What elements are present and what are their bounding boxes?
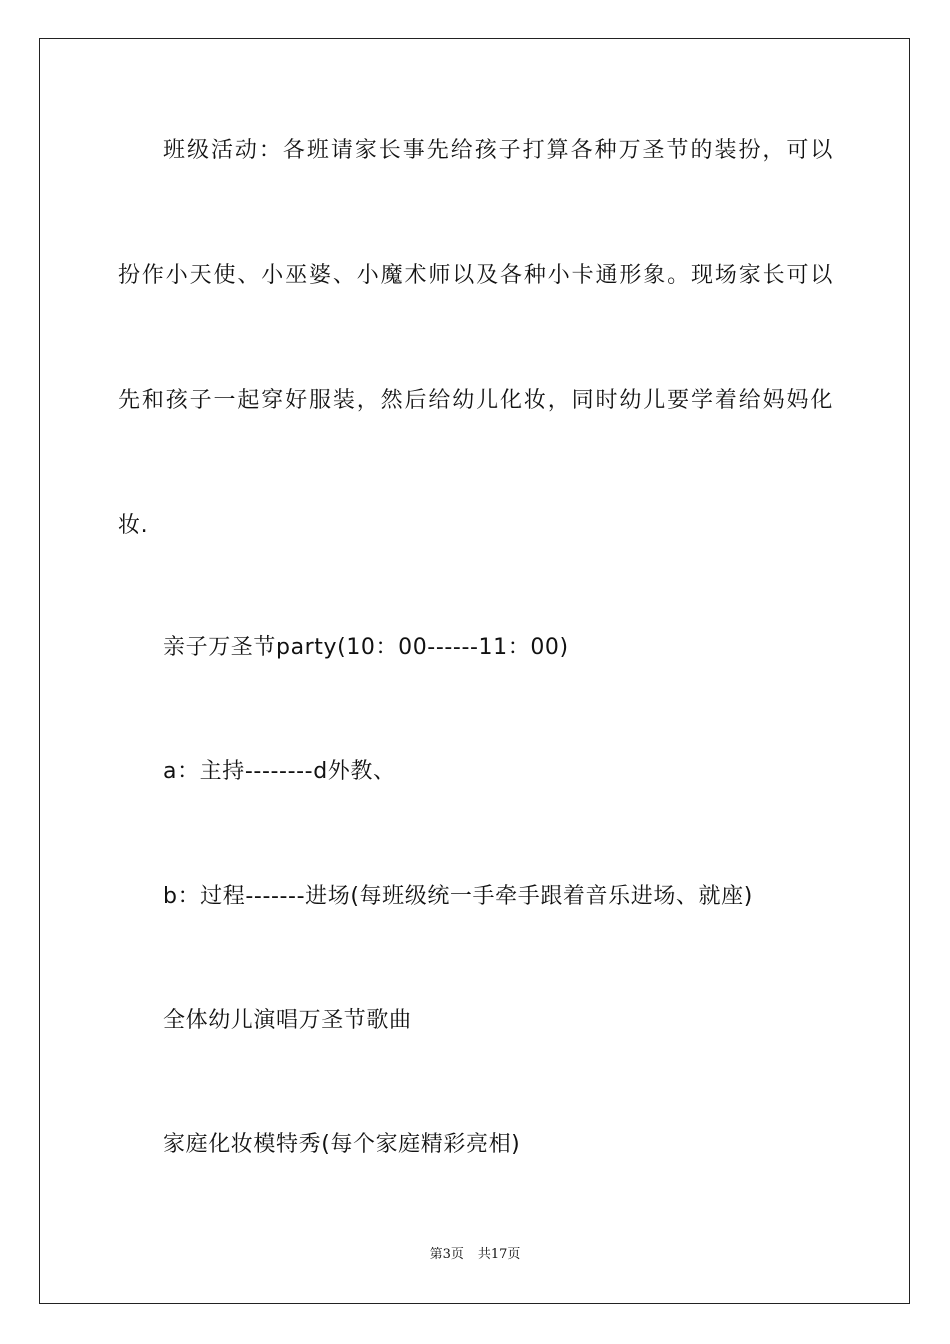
- paragraph-line-3: 先和孩子一起穿好服装，然后给幼儿化妆，同时幼儿要学着给妈妈化: [118, 388, 833, 413]
- item-song: 全体幼儿演唱万圣节歌曲: [163, 1008, 412, 1033]
- item-fashion-show: 家庭化妆模特秀(每个家庭精彩亮相): [163, 1132, 521, 1157]
- paragraph-line-2: 扮作小天使、小巫婆、小魔术师以及各种小卡通形象。现场家长可以: [118, 263, 833, 288]
- page-footer: [0, 1246, 950, 1264]
- page-border: [39, 38, 910, 1304]
- page-total: 共17页: [477, 1247, 521, 1262]
- item-host: a：主持--------d外教、: [163, 759, 396, 784]
- page-number: 第3页: [429, 1247, 464, 1262]
- item-process: b：过程-------进场(每班级统一手牵手跟着音乐进场、就座): [163, 884, 753, 909]
- section-heading-party: 亲子万圣节party(10：00------11：00): [163, 635, 569, 660]
- paragraph-line-1: 班级活动：各班请家长事先给孩子打算各种万圣节的装扮，可以: [163, 138, 833, 163]
- paragraph-line-4: 妆.: [118, 513, 149, 538]
